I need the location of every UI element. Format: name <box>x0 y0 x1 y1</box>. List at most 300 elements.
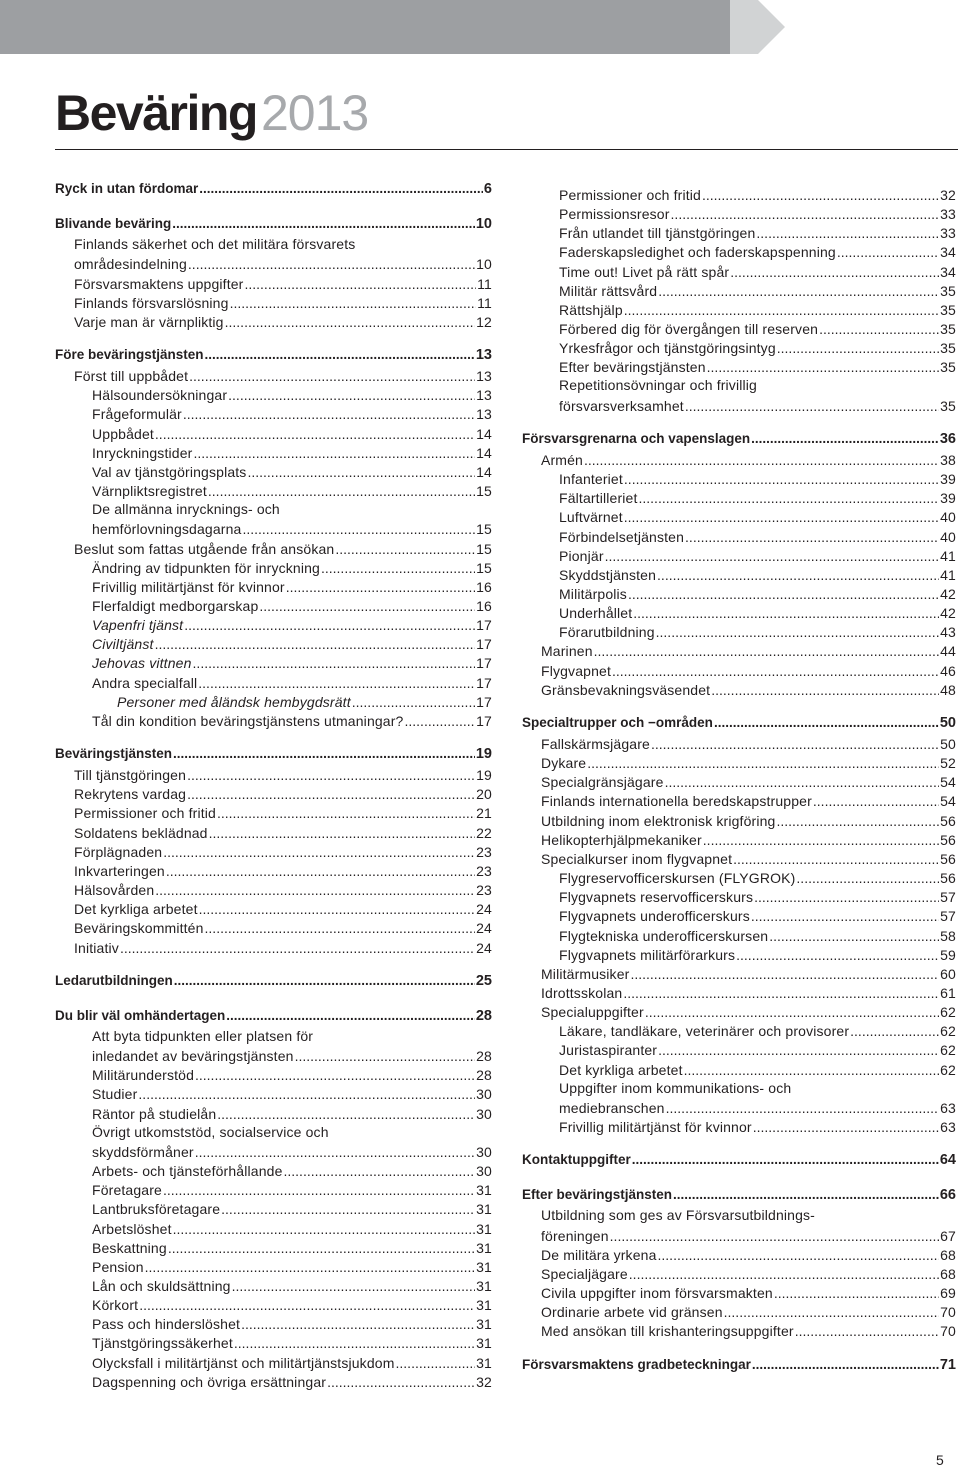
toc-page-number: 11 <box>477 295 492 311</box>
toc-page-number: 17 <box>476 617 492 633</box>
toc-entry <box>55 616 492 633</box>
toc-page-number: 14 <box>476 464 492 480</box>
dot-leader <box>241 1316 475 1332</box>
toc-entry-label: Specialuppgifter <box>541 1004 644 1020</box>
toc-entry-label: Förarutbildning <box>559 624 655 640</box>
dot-leader <box>671 206 940 222</box>
toc-page-number: 36 <box>939 431 956 447</box>
toc-page-number: 28 <box>476 1067 492 1083</box>
toc-page-number: 31 <box>476 1240 492 1256</box>
toc-page-number: 30 <box>476 1086 492 1102</box>
toc-section-heading <box>522 1151 956 1168</box>
toc-entry-label: Flygvapnet <box>541 663 611 679</box>
toc-entry-label: Flygtekniska underofficerskursen <box>559 928 769 944</box>
dot-leader <box>754 889 939 905</box>
toc-entry-label: Civila uppgifter inom försvarsmakten <box>541 1285 773 1301</box>
dot-leader <box>183 406 475 422</box>
toc-entry <box>55 425 492 442</box>
toc-entry-label: Från utlandet till tjänstgöringen <box>559 225 756 241</box>
toc-entry-label: Ordinarie arbete vid gränsen <box>541 1304 723 1320</box>
toc-entry-label: Fältartilleriet <box>559 490 638 506</box>
dot-leader <box>702 187 939 203</box>
dot-leader <box>639 490 940 506</box>
toc-entry-label: Förbindelsetjänsten <box>559 529 685 545</box>
toc-entry-label: Du blir väl omhändertagen <box>55 1008 226 1023</box>
toc-entry-label: Specialgränsjägare <box>541 774 664 790</box>
toc-entry <box>55 482 492 499</box>
toc-page-number: 16 <box>476 598 492 614</box>
dot-leader <box>174 973 475 989</box>
toc-entry <box>55 939 492 956</box>
toc-entry <box>55 444 492 461</box>
toc-entry <box>522 358 956 375</box>
toc-page-number: 44 <box>940 643 956 659</box>
toc-entry <box>522 320 956 337</box>
dot-leader <box>711 682 939 698</box>
toc-entry-label: Ryck in utan fördomar <box>55 181 199 196</box>
toc-entry-label: Val av tjänstgöringsplats <box>92 464 247 480</box>
title-rule <box>55 149 958 150</box>
toc-entry <box>55 520 492 537</box>
dot-leader <box>226 1008 475 1024</box>
toc-page-number: 19 <box>475 746 492 762</box>
page-number: 5 <box>936 1452 944 1468</box>
toc-entry-label: Permissioner och fritid <box>559 187 701 203</box>
toc-page-number: 71 <box>939 1357 956 1373</box>
toc-entry <box>55 1105 492 1122</box>
toc-page-number: 35 <box>940 302 956 318</box>
toc-entry-label: Permissioner och fritid <box>74 805 216 821</box>
toc-entry <box>522 869 956 886</box>
dot-leader <box>837 244 939 260</box>
toc-entry-label: Vapenfri tjänst <box>92 617 184 633</box>
toc-entry <box>522 547 956 564</box>
dot-leader <box>352 694 475 710</box>
toc-page-number: 54 <box>940 774 956 790</box>
dot-leader <box>286 579 475 595</box>
toc-page-number: 17 <box>476 655 492 671</box>
toc-entry <box>522 205 956 222</box>
dot-leader <box>753 1119 939 1135</box>
toc-page-number: 30 <box>476 1106 492 1122</box>
toc-page-number: 40 <box>940 529 956 545</box>
dot-leader <box>396 1355 476 1371</box>
toc-entry <box>522 585 956 602</box>
dot-leader <box>155 426 475 442</box>
toc-entry-label: Värnpliktsregistret <box>92 483 207 499</box>
toc-page-number: 34 <box>940 244 956 260</box>
toc-entry <box>522 735 956 752</box>
toc-page-number: 35 <box>940 359 956 375</box>
toc-entry <box>522 888 956 905</box>
toc-entry-label: Tjänstgöringssäkerhet <box>92 1335 233 1351</box>
toc-page-number: 56 <box>940 832 956 848</box>
dot-leader <box>628 586 939 602</box>
toc-entry-label: Infanteriet <box>559 471 623 487</box>
toc-entry <box>522 831 956 848</box>
dot-leader <box>684 1062 940 1078</box>
toc-section-heading <box>55 215 492 232</box>
toc-page-number: 31 <box>476 1297 492 1313</box>
toc-entry-label: Militärunderstöd <box>92 1067 194 1083</box>
toc-page-number: 33 <box>940 206 956 222</box>
toc-page-number: 58 <box>940 928 956 944</box>
dot-leader <box>658 283 939 299</box>
toc-entry-label: Specialkurser inom flygvapnet <box>541 851 733 867</box>
toc-entry-label: Kontaktuppgifter <box>522 1152 631 1167</box>
dot-leader <box>703 832 939 848</box>
dot-leader <box>633 605 939 621</box>
dot-leader <box>205 920 476 936</box>
toc-page-number: 21 <box>476 805 492 821</box>
toc-entry-label: Frågeformulär <box>92 406 182 422</box>
toc-entry <box>522 1284 956 1301</box>
toc-entry <box>522 604 956 621</box>
toc-page-number: 23 <box>476 844 492 860</box>
toc-entry-label: Hälsovården <box>74 882 155 898</box>
toc-entry-label: Militär rättsvård <box>559 283 658 299</box>
toc-entry-label: Rekrytens vardag <box>74 786 187 802</box>
toc-page-number: 31 <box>476 1335 492 1351</box>
toc-page-number: 28 <box>476 1048 492 1064</box>
toc-page-number: 39 <box>940 490 956 506</box>
toc-page-number: 13 <box>476 387 492 403</box>
toc-entry-label: Efter beväringstjänsten <box>559 359 706 375</box>
dot-leader <box>630 966 939 982</box>
toc-entry <box>522 965 956 982</box>
toc-entry <box>522 282 956 299</box>
toc-entry-label: Ledarutbildningen <box>55 973 173 988</box>
toc-entry <box>522 1246 956 1263</box>
toc-entry <box>522 224 956 241</box>
dot-leader <box>651 736 939 752</box>
toc-section-heading <box>55 972 492 989</box>
toc-page-number: 56 <box>940 813 956 829</box>
toc-page-number: 31 <box>476 1355 492 1371</box>
dot-leader <box>193 445 475 461</box>
toc-page-number: 60 <box>940 966 956 982</box>
dot-leader <box>730 264 939 280</box>
toc-entry-label: Gränsbevakningsväsendet <box>541 682 711 698</box>
toc-entry-label: Dykare <box>541 755 587 771</box>
toc-page-number: 50 <box>939 715 956 731</box>
dot-leader <box>658 1042 939 1058</box>
toc-page-number: 19 <box>476 767 492 783</box>
dot-leader <box>187 767 475 783</box>
toc-section-heading <box>522 1356 956 1373</box>
toc-page-number: 33 <box>940 225 956 241</box>
toc-entry <box>55 919 492 936</box>
dot-leader <box>168 1240 475 1256</box>
toc-entry-label: Personer med åländsk hembygdsrätt <box>117 694 351 710</box>
toc-entry-label: Idrottsskolan <box>541 985 623 1001</box>
toc-entry <box>55 1143 492 1160</box>
toc-entry <box>55 559 492 576</box>
toc-entry-label: De militära yrkena <box>541 1247 657 1263</box>
toc-entry-label: Marinen <box>541 643 593 659</box>
dot-leader <box>756 225 939 241</box>
dot-leader <box>163 844 475 860</box>
toc-entry-label: Initiativ <box>74 940 119 956</box>
dot-leader <box>138 1086 475 1102</box>
toc-entry <box>522 470 956 487</box>
toc-entry <box>55 294 492 311</box>
toc-entry <box>55 824 492 841</box>
toc-entry-label: Specialjägare <box>541 1266 628 1282</box>
dot-leader <box>752 1357 939 1373</box>
toc-entry <box>522 681 956 698</box>
toc-page-number: 54 <box>940 793 956 809</box>
toc-entry <box>522 1003 956 1020</box>
toc-page-number: 57 <box>940 889 956 905</box>
toc-page-number: 59 <box>940 947 956 963</box>
dot-leader <box>594 643 939 659</box>
toc-entry-label: Soldatens beklädnad <box>74 825 208 841</box>
toc-entry <box>522 754 956 771</box>
toc-entry-label: Helikopterhjälpmekaniker <box>541 832 702 848</box>
toc-entry-label: Andra specialfall <box>92 675 198 691</box>
toc-page-number: 35 <box>940 321 956 337</box>
toc-entry-label: Flygvapnets militärförarkurs <box>559 947 736 963</box>
toc-page-number: 35 <box>940 283 956 299</box>
toc-entry <box>55 843 492 860</box>
dot-leader <box>209 825 476 841</box>
dot-leader <box>163 1182 475 1198</box>
dot-leader <box>751 431 939 447</box>
toc-entry-label: Det kyrkliga arbetet <box>74 901 198 917</box>
toc-entry-label: Beväringskommittén <box>74 920 204 936</box>
dot-leader <box>685 529 939 545</box>
toc-entry-label: Juristaspiranter <box>559 1042 658 1058</box>
toc-entry-label: Beväringstjänsten <box>55 746 173 761</box>
toc-page-number: 46 <box>940 663 956 679</box>
toc-entry-label: Förplägnaden <box>74 844 163 860</box>
toc-entry <box>522 642 956 659</box>
toc-entry-label: Förbered dig för övergången till reserven <box>559 321 819 337</box>
toc-page-number: 24 <box>476 940 492 956</box>
toc-entry <box>55 1373 492 1390</box>
toc-page-number: 12 <box>476 314 492 330</box>
toc-entry <box>522 662 956 679</box>
dot-leader <box>166 863 475 879</box>
toc-page-number: 68 <box>940 1247 956 1263</box>
toc-page-number: 10 <box>475 216 492 232</box>
toc-entry <box>522 623 956 640</box>
dot-leader <box>189 368 475 384</box>
dot-leader <box>736 947 939 963</box>
toc-page-number: 15 <box>476 483 492 499</box>
toc-entry <box>55 540 492 557</box>
toc-entry <box>522 792 956 809</box>
dot-leader <box>777 340 939 356</box>
toc-page-number: 30 <box>476 1163 492 1179</box>
dot-leader <box>724 1304 939 1320</box>
toc-entry-label: Ändring av tidpunkten för inryckning <box>92 560 320 576</box>
dot-leader <box>774 1285 939 1301</box>
toc-entry-label-line: Att byta tidpunkten eller platsen för <box>92 1028 314 1044</box>
toc-entry-label: Militärmusiker <box>541 966 630 982</box>
toc-page-number: 70 <box>940 1323 956 1339</box>
dot-leader <box>624 471 939 487</box>
toc-entry <box>522 1061 956 1078</box>
toc-entry <box>55 1334 492 1351</box>
toc-page-number: 23 <box>476 863 492 879</box>
dot-leader <box>259 598 475 614</box>
toc-entry-label: Faderskapsledighet och faderskapspenning <box>559 244 836 260</box>
toc-entry <box>55 275 492 292</box>
top-decor-bar <box>0 0 960 54</box>
dot-leader <box>656 624 939 640</box>
title-main: Beväring <box>55 85 257 141</box>
toc-entry-label: Tål din kondition beväringstjänstens utmaningar? <box>92 713 404 729</box>
toc-entry <box>522 1303 956 1320</box>
toc-entry <box>55 1047 492 1064</box>
toc-entry <box>55 1085 492 1102</box>
toc-entry <box>522 907 956 924</box>
toc-entry-label: Försvarsmaktens gradbeteckningar <box>522 1357 751 1372</box>
toc-entry-label: Det kyrkliga arbetet <box>559 1062 683 1078</box>
toc-entry-label-line: De allmänna inrycknings- och <box>92 501 280 517</box>
toc-entry-label: Underhållet <box>559 605 633 621</box>
toc-entry-label-line: Uppgifter inom kommunikations- och <box>559 1080 792 1096</box>
dot-leader <box>232 1278 476 1294</box>
toc-entry <box>55 1220 492 1237</box>
dot-leader <box>295 1048 476 1064</box>
toc-entry-label: Flerfaldigt medborgarskap <box>92 598 259 614</box>
toc-page-number: 31 <box>476 1259 492 1275</box>
toc-entry-label-line: Finlands säkerhet och det militära försvarets <box>74 236 356 252</box>
dot-leader <box>685 398 939 414</box>
toc-section-heading <box>55 180 492 197</box>
toc-entry-label: Flygvapnets underofficerskurs <box>559 908 750 924</box>
toc-entry <box>55 405 492 422</box>
dot-leader <box>624 302 939 318</box>
dot-leader <box>733 851 939 867</box>
toc-entry <box>55 578 492 595</box>
toc-page-number: 20 <box>476 786 492 802</box>
toc-page-number: 6 <box>483 181 492 197</box>
toc-page-number: 23 <box>476 882 492 898</box>
toc-page-number: 11 <box>477 276 492 292</box>
toc-entry-label: Blivande beväring <box>55 216 172 231</box>
toc-entry-label: Försvarsgrenarna och vapenslagen <box>522 431 751 446</box>
toc-entry <box>55 712 492 729</box>
dot-leader <box>120 940 475 956</box>
toc-page-number: 56 <box>940 870 956 886</box>
toc-entry <box>55 1181 492 1198</box>
toc-page-number: 34 <box>940 264 956 280</box>
dot-leader <box>155 636 476 652</box>
toc-entry-label: Till tjänstgöringen <box>74 767 187 783</box>
dot-leader <box>230 295 477 311</box>
toc-page-number: 31 <box>476 1316 492 1332</box>
toc-entry-label: Före beväringstjänsten <box>55 347 204 362</box>
toc-page-number: 14 <box>476 426 492 442</box>
toc-entry <box>55 766 492 783</box>
toc-entry-label: inledandet av beväringstjänsten <box>92 1048 294 1064</box>
toc-entry <box>522 1099 956 1116</box>
toc-entry-label: Arbetslöshet <box>92 1221 172 1237</box>
toc-page-number: 69 <box>940 1285 956 1301</box>
dot-leader <box>327 1374 475 1390</box>
toc-page-number: 42 <box>940 586 956 602</box>
toc-entry <box>55 881 492 898</box>
toc-entry <box>522 243 956 260</box>
toc-entry-label: Armén <box>541 452 583 468</box>
toc-entry <box>55 1277 492 1294</box>
dot-leader <box>199 181 483 197</box>
toc-page-number: 32 <box>476 1374 492 1390</box>
dot-leader <box>221 1201 475 1217</box>
dot-leader <box>769 928 939 944</box>
toc-entry <box>55 1315 492 1332</box>
toc-entry <box>522 566 956 583</box>
toc-entry-label: Försvarsmaktens uppgifter <box>74 276 244 292</box>
toc-entry-label: Beskattning <box>92 1240 167 1256</box>
toc-section-heading <box>522 1186 956 1203</box>
dot-leader <box>335 541 475 557</box>
toc-page-number: 35 <box>940 398 956 414</box>
toc-page-number: 30 <box>476 1144 492 1160</box>
toc-entry <box>522 186 956 203</box>
toc-entry-label: Frivillig militärtjänst för kvinnor <box>559 1119 752 1135</box>
toc-entry <box>55 1296 492 1313</box>
toc-entry-label-line: Övrigt utkomststöd, socialservice och <box>92 1124 329 1140</box>
dot-leader <box>751 908 939 924</box>
dot-leader <box>405 713 476 729</box>
toc-page-number: 57 <box>940 908 956 924</box>
dot-leader <box>796 870 939 886</box>
toc-entry <box>55 785 492 802</box>
toc-entry-label-line: Utbildning som ges av Försvarsutbildnings- <box>541 1207 815 1223</box>
toc-page-number: 13 <box>475 347 492 363</box>
toc-entry-label: Pass och hinderslöshet <box>92 1316 241 1332</box>
dot-leader <box>228 387 475 403</box>
toc-entry <box>55 635 492 652</box>
toc-page-number: 28 <box>475 1008 492 1024</box>
toc-page-number: 31 <box>476 1201 492 1217</box>
dot-leader <box>657 567 939 583</box>
toc-entry <box>55 804 492 821</box>
dot-leader <box>199 901 476 917</box>
toc-page-number: 15 <box>476 560 492 576</box>
toc-entry-label: Körkort <box>92 1297 139 1313</box>
toc-entry-label: Flygreservofficerskursen (FLYGROK) <box>559 870 796 886</box>
toc-page-number: 63 <box>940 1100 956 1116</box>
dot-leader <box>198 675 475 691</box>
dot-leader <box>225 314 476 330</box>
toc-entry <box>522 263 956 280</box>
toc-entry-label: Frivillig militärtjänst för kvinnor <box>92 579 285 595</box>
toc-entry-label: Skyddstjänsten <box>559 567 657 583</box>
dot-leader <box>205 347 475 363</box>
toc-page-number: 17 <box>476 713 492 729</box>
dot-leader <box>321 560 475 576</box>
toc-entry-label: Utbildning inom elektronisk krigföring <box>541 813 776 829</box>
toc-entry <box>55 900 492 917</box>
toc-page-number: 70 <box>940 1304 956 1320</box>
dot-leader <box>813 793 939 809</box>
dot-leader <box>605 548 939 564</box>
toc-entry <box>55 654 492 671</box>
toc-page-number: 41 <box>940 567 956 583</box>
dot-leader <box>145 1259 475 1275</box>
toc-entry <box>522 850 956 867</box>
dot-leader <box>173 746 475 762</box>
toc-entry-label: Först till uppbådet <box>74 368 189 384</box>
toc-entry-label: Lån och skuldsättning <box>92 1278 231 1294</box>
toc-page-number: 63 <box>940 1119 956 1135</box>
